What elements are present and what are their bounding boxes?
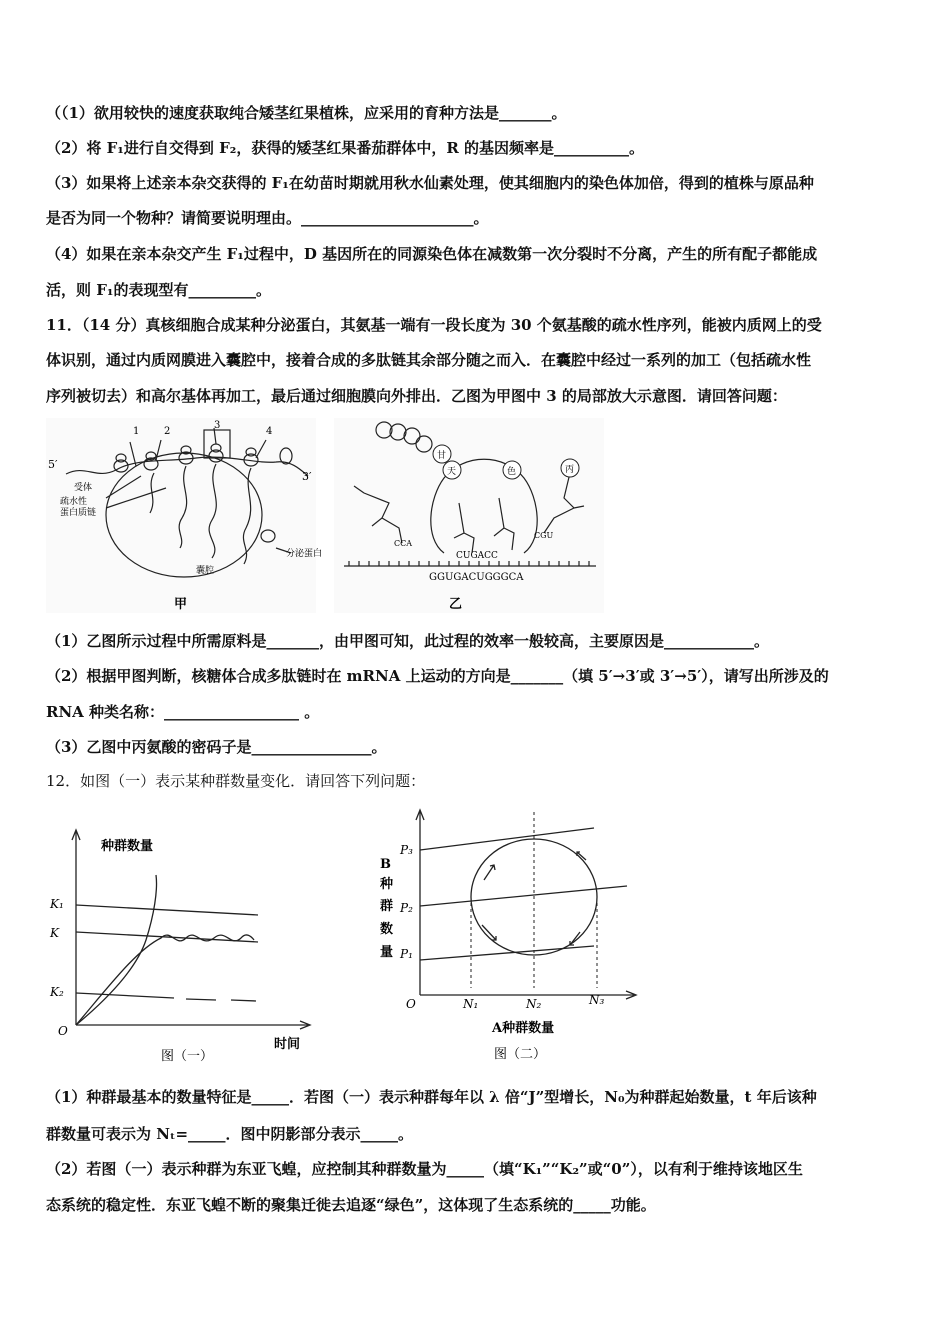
fig2-origin: O [406,997,416,1011]
q10-line-4: 是否为同一个物种？请简要说明理由。_______________________。 [46,209,489,227]
q11-answer-1: （1）乙图所示过程中所需原料是_______，由甲图可知，此过程的效率一般较高，主要原因是____________。 [46,632,769,650]
fig1-origin: O [58,1024,68,1038]
fig2-n3: N₃ [589,993,605,1007]
q10-line-5: （4）如果在亲本杂交产生 F₁过程中，D 基因所在的同源染色体在减数第一次分裂时不分离，产生的所有配子都能成 [46,245,818,263]
q12-intro: 12．如图（一）表示某种群数量变化．请回答下列问题： [46,772,426,790]
q10-line-6: 活，则 F₁的表现型有_________。 [46,281,271,299]
fig1-caption: 图（一） [161,1049,214,1064]
q11-line-3: 序列被切去）和高尔基体再加工，最后通过细胞膜向外排出．乙图为甲图中 3 的局部放大示意图．请回答问题： [46,387,787,405]
fig2-ylabel-b: B [380,857,391,872]
figure-jia [46,418,323,613]
q12-answer-1: （1）种群最基本的数量特征是_____．若图（一）表示种群每年以 λ 倍“J”型增长，N₀为种群起始数量，t 年后该种 [46,1088,817,1106]
fig1-xlabel: 时间 [274,1037,301,1052]
fig1-k2: K₂ [50,985,64,999]
jia-receptor: 受体 [74,483,93,493]
jia-label-1: 1 [133,426,140,437]
yi-caption: 乙 [449,597,463,612]
jia-label-2: 2 [164,426,171,437]
fig2-p1: P₁ [400,947,413,961]
yi-anticodon-1: CCA [394,539,413,548]
yi-anticodon-2: CUGACC [456,551,498,561]
jia-lumen: 囊腔 [196,566,215,576]
jia-label-3: 3 [214,420,221,431]
q10-line-2: （2）将 F₁进行自交得到 F₂，获得的矮茎红果番茄群体中，R 的基因频率是__________。 [46,139,645,157]
fig2-ylabel-3: 群 [380,899,394,914]
yi-aa-se: 色 [507,467,517,477]
yi-aa-bing: 丙 [565,465,575,475]
yi-mrna: GGUGACUGGGCA [429,572,524,583]
figure-2 [372,800,644,1065]
jia-5prime: 5′ [48,458,58,471]
q10-line-3: （3）如果将上述亲本杂交获得的 F₁在幼苗时期就用秋水仙素处理，使其细胞内的染色体加倍，得到的植株与原品种 [46,174,814,192]
jia-hydro-2: 蛋白质链 [60,508,97,518]
jia-hydro-1: 疏水性 [60,497,88,507]
fig2-ylabel-5: 量 [380,945,394,960]
jia-label-4: 4 [266,426,273,437]
q12-answer-2: 群数量可表示为 Nₜ=_____．图中阴影部分表示_____。 [46,1125,414,1143]
fig2-p2: P₂ [400,901,413,915]
figure-1 [46,820,316,1065]
q11-line-2: 体识别，通过内质网膜进入囊腔中，接着合成的多肽链其余部分随之而入．在囊腔中经过一系列的加工（包括疏水性 [46,351,812,369]
q10-line-1: （（1）欲用较快的速度获取纯合矮茎红果植株，应采用的育种方法是_______。 [46,104,567,122]
jia-3prime: 3′ [302,470,312,483]
fig2-p3: P₃ [400,843,413,857]
q12-answer-3: （2）若图（一）表示种群为东亚飞蝗，应控制其种群数量为_____（填“K₁”“K₂”或“0”），以有利于维持该地区生 [46,1160,803,1178]
fig2-caption: 图（二） [494,1047,547,1062]
yi-aa-tian: 天 [447,467,457,477]
fig2-ylabel-4: 数 [380,922,394,937]
jia-caption: 甲 [174,597,188,612]
figure-yi [334,418,604,613]
yi-aa-gan: 甘 [437,451,447,461]
fig2-n2: N₂ [526,997,542,1011]
q11-answer-2: （2）根据甲图判断，核糖体合成多肽链时在 mRNA 上运动的方向是_______（填 5′→3′或 3′→5′），请写出所涉及的 [46,667,829,685]
q11-answer-4: （3）乙图中丙氨酸的密码子是________________。 [46,738,387,756]
fig1-k: K [50,926,59,940]
yi-anticodon-3: CGU [534,531,554,540]
q11-line-1: 11．（14 分）真核细胞合成某种分泌蛋白，其氨基一端有一段长度为 30 个氨基酸的疏水性序列，能被内质网上的受 [46,316,822,334]
q12-answer-4: 态系统的稳定性．东亚飞蝗不断的聚集迁徙去追逐“绿色”，这体现了生态系统的_____功能。 [46,1196,656,1214]
q11-answer-3: RNA 种类名称：__________________ 。 [46,703,320,721]
fig1-ylabel: 种群数量 [101,839,154,854]
fig2-n1: N₁ [463,997,479,1011]
fig2-xlabel: A种群数量 [492,1021,555,1036]
fig1-k1: K₁ [50,897,64,911]
jia-secreted: 分泌蛋白 [286,549,323,559]
fig2-ylabel-2: 种 [380,877,394,892]
